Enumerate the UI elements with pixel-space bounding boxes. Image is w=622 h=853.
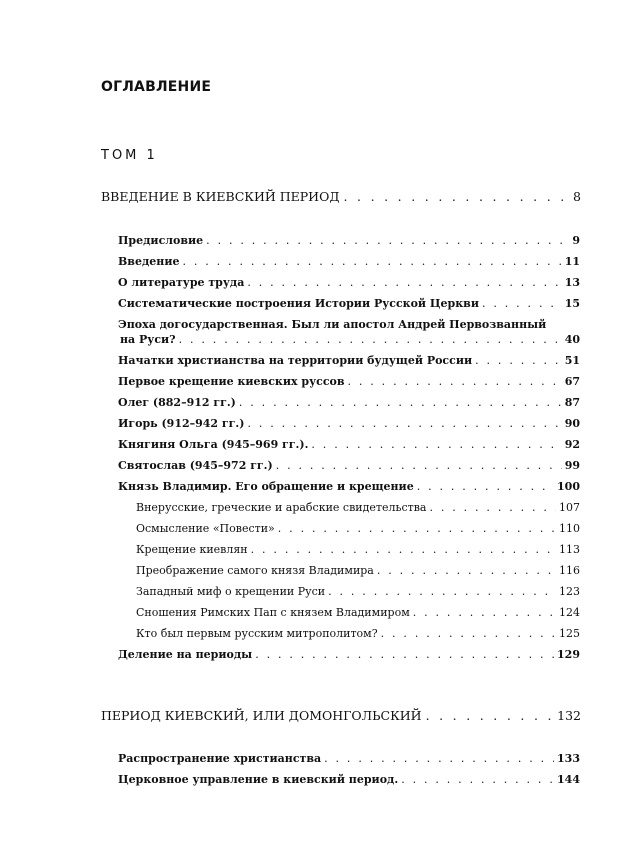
toc-page-number: 129 <box>557 648 580 661</box>
toc-part[interactable] <box>101 708 581 723</box>
toc-page-number: 87 <box>564 396 580 409</box>
toc-entry-title: Святослав (945–972 гг.) <box>118 459 273 472</box>
toc-subentry[interactable] <box>136 585 580 598</box>
toc-entry-title: Князь Владимир. Его обращение и крещение <box>118 480 414 493</box>
toc-entry-title: Деление на периоды <box>118 648 253 661</box>
toc-entry-title: Начатки христианства на территории будущей России <box>118 354 473 367</box>
toc-page-number: 90 <box>564 417 580 430</box>
toc-subentry[interactable] <box>136 564 580 577</box>
toc-part-title: ВВЕДЕНИЕ В КИЕВСКИЙ ПЕРИОД <box>101 189 340 204</box>
dot-leader <box>482 297 562 310</box>
dot-leader <box>348 375 562 388</box>
toc-entry[interactable] <box>118 297 580 310</box>
toc-page-number: 8 <box>573 189 581 204</box>
dot-leader <box>475 354 562 367</box>
toc-part[interactable] <box>101 189 581 204</box>
toc-subentry[interactable] <box>136 522 580 535</box>
toc-page-number: 40 <box>564 333 580 346</box>
toc-subentry[interactable] <box>136 606 580 619</box>
toc-subentry[interactable] <box>136 501 580 514</box>
toc-subentry-title: Преображение самого князя Владимира <box>136 564 374 577</box>
toc-page-number: 116 <box>559 564 580 577</box>
toc-entry[interactable] <box>118 752 580 765</box>
dot-leader <box>344 189 570 204</box>
toc-entry-title: Игорь (912–942 гг.) <box>118 417 245 430</box>
toc-subentry-title: Кто был первым русским митрополитом? <box>136 627 378 640</box>
toc-subentry-title: Крещение киевлян <box>136 543 248 556</box>
dot-leader <box>413 606 556 619</box>
toc-page-number: 100 <box>557 480 580 493</box>
dot-leader <box>381 627 556 640</box>
toc-entry[interactable] <box>118 396 580 409</box>
toc-entry[interactable] <box>118 438 580 451</box>
dot-leader <box>239 396 562 409</box>
dot-leader <box>278 522 556 535</box>
toc-entry[interactable] <box>118 234 580 247</box>
toc-page-number: 13 <box>564 276 580 289</box>
toc-entry[interactable] <box>118 417 580 430</box>
toc-part-title: ПЕРИОД КИЕВСКИЙ, ИЛИ ДОМОНГОЛЬСКИЙ <box>101 708 422 723</box>
dot-leader <box>429 501 556 514</box>
toc-entry-title: Церковное управление в киевский период. <box>118 773 399 786</box>
dot-leader <box>251 543 556 556</box>
toc-entry-title: Распространение христианства <box>118 752 322 765</box>
toc-entry[interactable] <box>118 459 580 472</box>
toc-subentry-title: Западный миф о крещении Руси <box>136 585 326 598</box>
toc-entry-title: Княгиня Ольга (945–969 гг.). <box>118 438 309 451</box>
toc-entry-title: О литературе труда <box>118 276 245 289</box>
toc-page-number: 144 <box>557 773 580 786</box>
toc-entry[interactable] <box>118 773 580 786</box>
toc-page-number: 110 <box>559 522 580 535</box>
toc-page-number: 125 <box>559 627 580 640</box>
toc-entry-title: Систематические построения Истории Русской Церкви <box>118 297 479 310</box>
toc-page-number: 132 <box>557 708 581 723</box>
toc-entry[interactable] <box>118 375 580 388</box>
toc-entry[interactable] <box>118 480 580 493</box>
dot-leader <box>328 585 556 598</box>
toc-entry-title: Введение <box>118 255 180 268</box>
toc-page-number: 124 <box>559 606 580 619</box>
toc-page-number: 92 <box>564 438 580 451</box>
dot-leader <box>417 480 554 493</box>
toc-entry[interactable] <box>118 648 580 661</box>
dot-leader <box>401 773 554 786</box>
toc-entry-title-continued: на Руси? <box>120 333 176 346</box>
toc-page-number: 9 <box>572 234 580 247</box>
toc-entry[interactable] <box>118 318 580 346</box>
dot-leader <box>179 333 562 346</box>
dot-leader <box>247 417 561 430</box>
toc-subentry-title: Сношения Римских Пап с князем Владимиром <box>136 606 410 619</box>
dot-leader <box>255 648 554 661</box>
toc-subentry-title: Осмысление «Повести» <box>136 522 275 535</box>
toc-page-number: 15 <box>564 297 580 310</box>
toc-entry-title: Олег (882–912 гг.) <box>118 396 236 409</box>
toc-entry[interactable] <box>118 354 580 367</box>
dot-leader <box>182 255 561 268</box>
dot-leader <box>247 276 561 289</box>
dot-leader <box>426 708 554 723</box>
toc-page-number: 11 <box>564 255 580 268</box>
dot-leader <box>276 459 562 472</box>
dot-leader <box>377 564 556 577</box>
volume-label: ТОМ 1 <box>101 148 158 163</box>
toc-subentry[interactable] <box>136 543 580 556</box>
toc-page-number: 133 <box>557 752 580 765</box>
toc-page-number: 113 <box>559 543 580 556</box>
toc-entry-title: Первое крещение киевских руссов <box>118 375 345 388</box>
toc-subentry[interactable] <box>136 627 580 640</box>
toc-entry[interactable] <box>118 276 580 289</box>
toc-page-number: 107 <box>559 501 580 514</box>
toc-page-number: 99 <box>564 459 580 472</box>
toc-subentry-title: Внерусские, греческие и арабские свидетельства <box>136 501 427 514</box>
toc-page-number: 123 <box>559 585 580 598</box>
dot-leader <box>324 752 554 765</box>
dot-leader <box>206 234 569 247</box>
toc-page-number: 51 <box>564 354 580 367</box>
dot-leader <box>311 438 561 451</box>
toc-page-number: 67 <box>564 375 580 388</box>
toc-entry-title: Эпоха догосударственная. Был ли апостол Андрей Первозванный <box>118 318 547 331</box>
toc-entry-title: Предисловие <box>118 234 204 247</box>
page-heading: ОГЛАВЛЕНИЕ <box>101 79 212 95</box>
toc-entry[interactable] <box>118 255 580 268</box>
